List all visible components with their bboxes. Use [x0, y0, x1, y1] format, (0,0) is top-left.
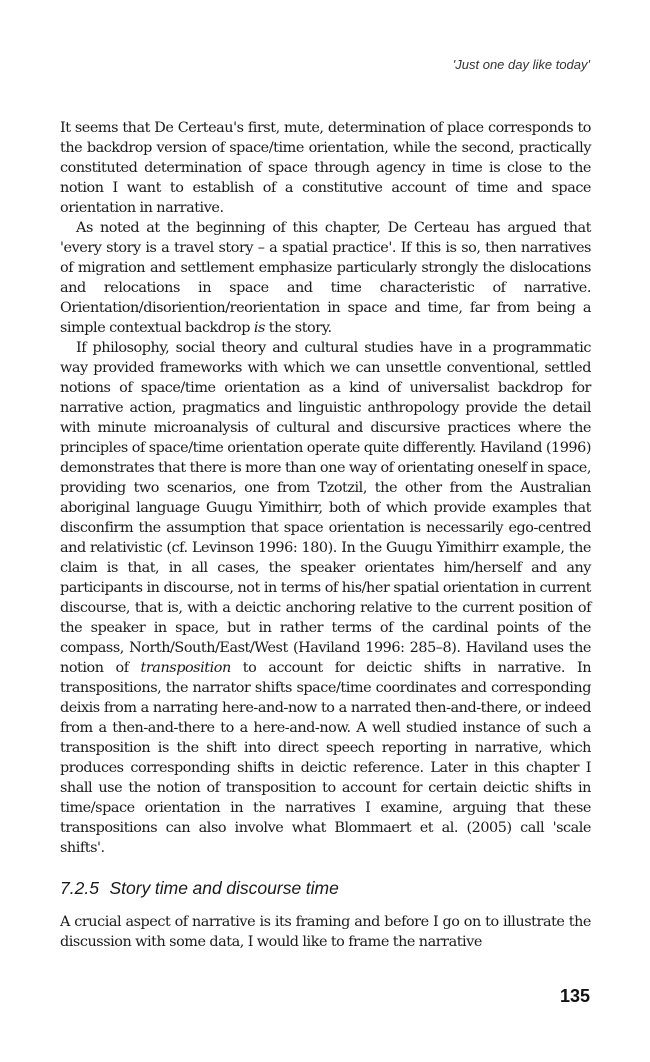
section-title: Story time and discourse time	[109, 878, 339, 898]
paragraph-3	[60, 338, 591, 858]
paragraph-3-text-a: If philosophy, social theory and cultural studies have in a programmatic way provided frameworks with which we can unsettle conventional, settled notions of space/time orientation as a kind of universalist backdrop for narrative action, pragmatics and linguistic anthropology provide the detail with minute microanalysis of cultural and discursive practices where the principles of space/time orientation operate quite differently. Haviland (1996) demonstrates that there is more than one way of orientating oneself in space, providing two scenarios, one from Tzotzil, the other from the Australian aboriginal language Guugu Yimithirr, both of which provide examples that disconfirm the assumption that space orientation is necessarily ego-centred and relativistic (cf. Levinson 1996: 180). In the Guugu Yimithirr example, the claim is that, in all cases, the speaker orientates him/herself and any participants in discourse, not in terms of his/her spatial orientation in current discourse, that is, with a deictic anchoring relative to the current position of the speaker in space, but in rather terms of the cardinal points of the compass, North/South/East/West (Haviland 1996: 285–8). Haviland uses the notion of	[60, 340, 591, 676]
section-number: 7.2.5	[60, 878, 99, 898]
paragraph-3-emphasis: transposition	[140, 660, 231, 676]
paragraph-1: It seems that De Certeau's first, mute, determination of place corresponds to the backdrop version of space/time orientation, while the second, practically constituted determination of space through agency in time is close to the notion I want to establish of a constitutive account of time and space orientation in narrative.	[60, 120, 591, 216]
paragraph-2-end: the story.	[268, 320, 332, 336]
paragraph-2	[60, 218, 591, 338]
paragraph-3-text-b: to account for deictic shifts in narrative. In transpositions, the narrator shifts space/time coordinates and corresponding deixis from a narrating here-and-now to a narrated then-and-there, or indeed from a then-and-there to a here-and-now. A well studied instance of such a transposition is the shift into direct speech reporting in narrative, which produces corresponding shifts in deictic reference. Later in this chapter I shall use the notion of transposition to account for certain deictic shifts in time/space orientation in the narratives I examine, arguing that these transpositions can also involve what Blommaert et al. (2005) call 'scale shifts'.	[60, 660, 592, 856]
body-text	[60, 118, 591, 952]
running-head: 'Just one day like today'	[452, 57, 590, 72]
section-heading	[60, 876, 591, 900]
paragraph-2-emphasis: is	[253, 320, 265, 336]
page-number: 135	[559, 986, 590, 1006]
paragraph-2-text: As noted at the beginning of this chapter, De Certeau has argued that 'every story is a travel story – a spatial practice'. If this is so, then narratives of migration and settlement emphasize particularly strongly the dislocations and relocations in space and time characteristic of narrative. Orientation/disoriention/reorientation in space and time, far from being a simple contextual backdrop	[60, 220, 591, 336]
paragraph-4: A crucial aspect of narrative is its framing and before I go on to illustrate the discussion with some data, I would like to frame the narrative	[60, 914, 591, 950]
